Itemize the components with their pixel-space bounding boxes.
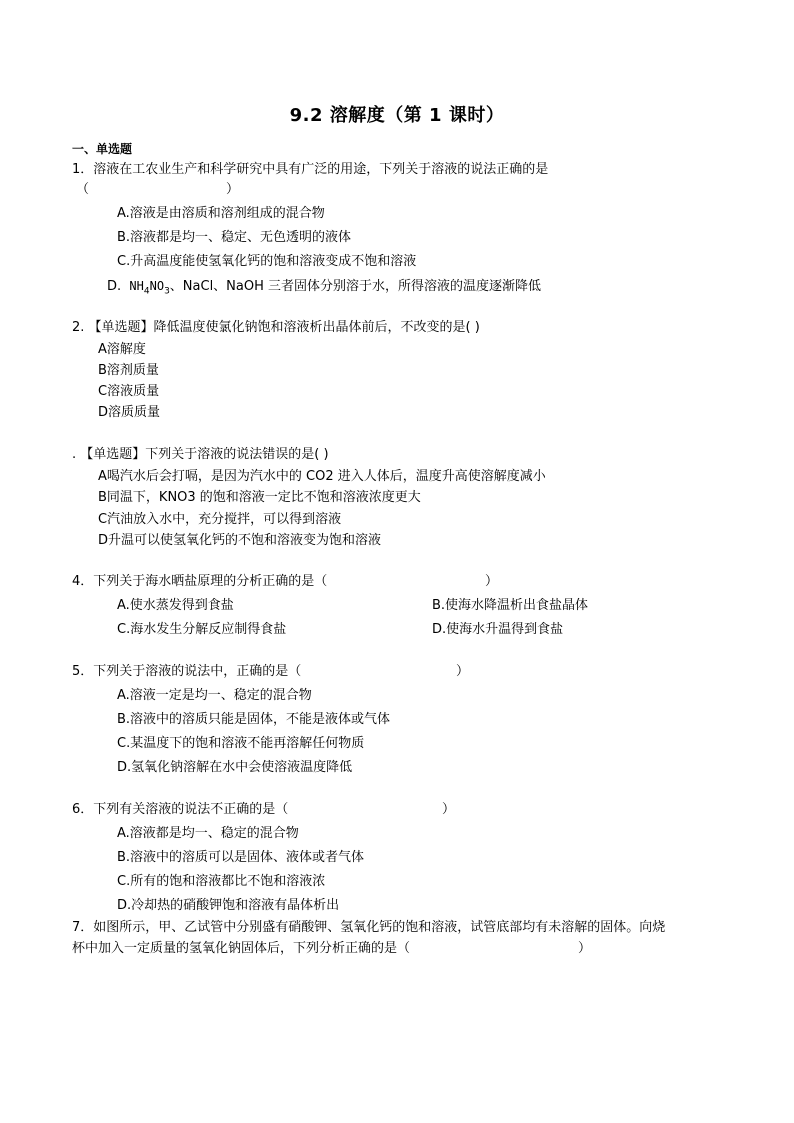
q1-d-no: NO bbox=[149, 279, 165, 293]
page-title: 9.2 溶解度（第 1 课时） bbox=[289, 105, 505, 126]
q5-stem: 5．下列关于溶液的说法中，正确的是（ bbox=[72, 664, 302, 679]
q1-d-sub4: 4 bbox=[143, 286, 150, 297]
q3-stem: . 【单选题】下列关于溶液的说法错误的是( ) bbox=[72, 447, 329, 462]
q3-option-b: B同温下，KNO3 的饱和溶液一定比不饱和溶液浓度更大 bbox=[98, 490, 421, 505]
q6-paren-close: ） bbox=[442, 802, 456, 817]
q1-d-nh: NH bbox=[129, 279, 144, 293]
q6-option-b: B.溶液中的溶质可以是固体、液体或者气体 bbox=[117, 850, 365, 865]
section-heading: 一、单选题 bbox=[72, 142, 133, 156]
q2-option-c: C溶液质量 bbox=[98, 384, 160, 399]
q1-d-prefix: D. bbox=[107, 279, 122, 294]
q4-stem: 4．下列关于海水晒盐原理的分析正确的是（ bbox=[72, 574, 328, 589]
q6-stem: 6．下列有关溶液的说法不正确的是（ bbox=[72, 802, 289, 817]
q1-option-c: C.升高温度能使氢氧化钙的饱和溶液变成不饱和溶液 bbox=[117, 254, 417, 269]
q4-option-b: B.使海水降温析出食盐晶体 bbox=[432, 598, 589, 613]
q2-option-b: B溶剂质量 bbox=[98, 363, 159, 378]
q4-option-d: D.使海水升温得到食盐 bbox=[432, 622, 564, 637]
q7-line-1: 7．如图所示，甲、乙试管中分别盛有硝酸钾、氢氧化钙的饱和溶液，试管底部均有未溶解的固体。向烧 bbox=[72, 920, 666, 935]
q1-paren-open: （ bbox=[76, 182, 90, 197]
q6-option-c: C.所有的饱和溶液都比不饱和溶液浓 bbox=[117, 874, 326, 889]
q2-option-a: A溶解度 bbox=[98, 342, 146, 357]
q5-option-d: D.氢氧化钠溶解在水中会使溶液温度降低 bbox=[117, 760, 353, 775]
q5-paren-close: ） bbox=[456, 664, 470, 679]
q4-option-a: A.使水蒸发得到食盐 bbox=[117, 598, 234, 613]
q1-d-sub3: 3 bbox=[164, 286, 170, 297]
q1-option-a: A.溶液是由溶质和溶剂组成的混合物 bbox=[117, 206, 325, 221]
q4-option-c: C.海水发生分解反应制得食盐 bbox=[117, 622, 287, 637]
q1-stem: 1．溶液在工农业生产和科学研究中具有广泛的用途，下列关于溶液的说法正确的是 bbox=[72, 162, 549, 177]
q3-option-d: D升温可以使氢氧化钙的不饱和溶液变为饱和溶液 bbox=[98, 533, 382, 548]
q6-option-a: A.溶液都是均一、稳定的混合物 bbox=[117, 826, 299, 841]
q2-stem: 2. 【单选题】降低温度使氯化钠饱和溶液析出晶体前后，不改变的是( ) bbox=[72, 320, 480, 335]
q3-option-c: C汽油放入水中，充分搅拌，可以得到溶液 bbox=[98, 512, 342, 527]
q1-d-rest: 、NaCl、NaOH 三者固体分别溶于水，所得溶液的温度逐渐降低 bbox=[169, 279, 542, 294]
q7-line-2: 杯中加入一定质量的氢氧化钠固体后，下列分析正确的是（ bbox=[72, 941, 411, 956]
q5-option-a: A.溶液一定是均一、稳定的混合物 bbox=[117, 688, 312, 703]
q7-paren-close: ） bbox=[578, 941, 592, 956]
q2-option-d: D溶质质量 bbox=[98, 405, 161, 420]
q5-option-b: B.溶液中的溶质只能是固体，不能是液体或气体 bbox=[117, 712, 391, 727]
q1-option-b: B.溶液都是均一、稳定、无色透明的液体 bbox=[117, 230, 352, 245]
q3-option-a: A喝汽水后会打嗝，是因为汽水中的 CO2 进入人体后，温度升高使溶解度减小 bbox=[98, 469, 546, 484]
q4-paren-close: ） bbox=[485, 574, 499, 589]
q1-option-d bbox=[107, 278, 541, 295]
q1-paren-close: ） bbox=[226, 182, 240, 197]
q5-option-c: C.某温度下的饱和溶液不能再溶解任何物质 bbox=[117, 736, 365, 751]
q6-option-d: D.冷却热的硝酸钾饱和溶液有晶体析出 bbox=[117, 898, 340, 913]
